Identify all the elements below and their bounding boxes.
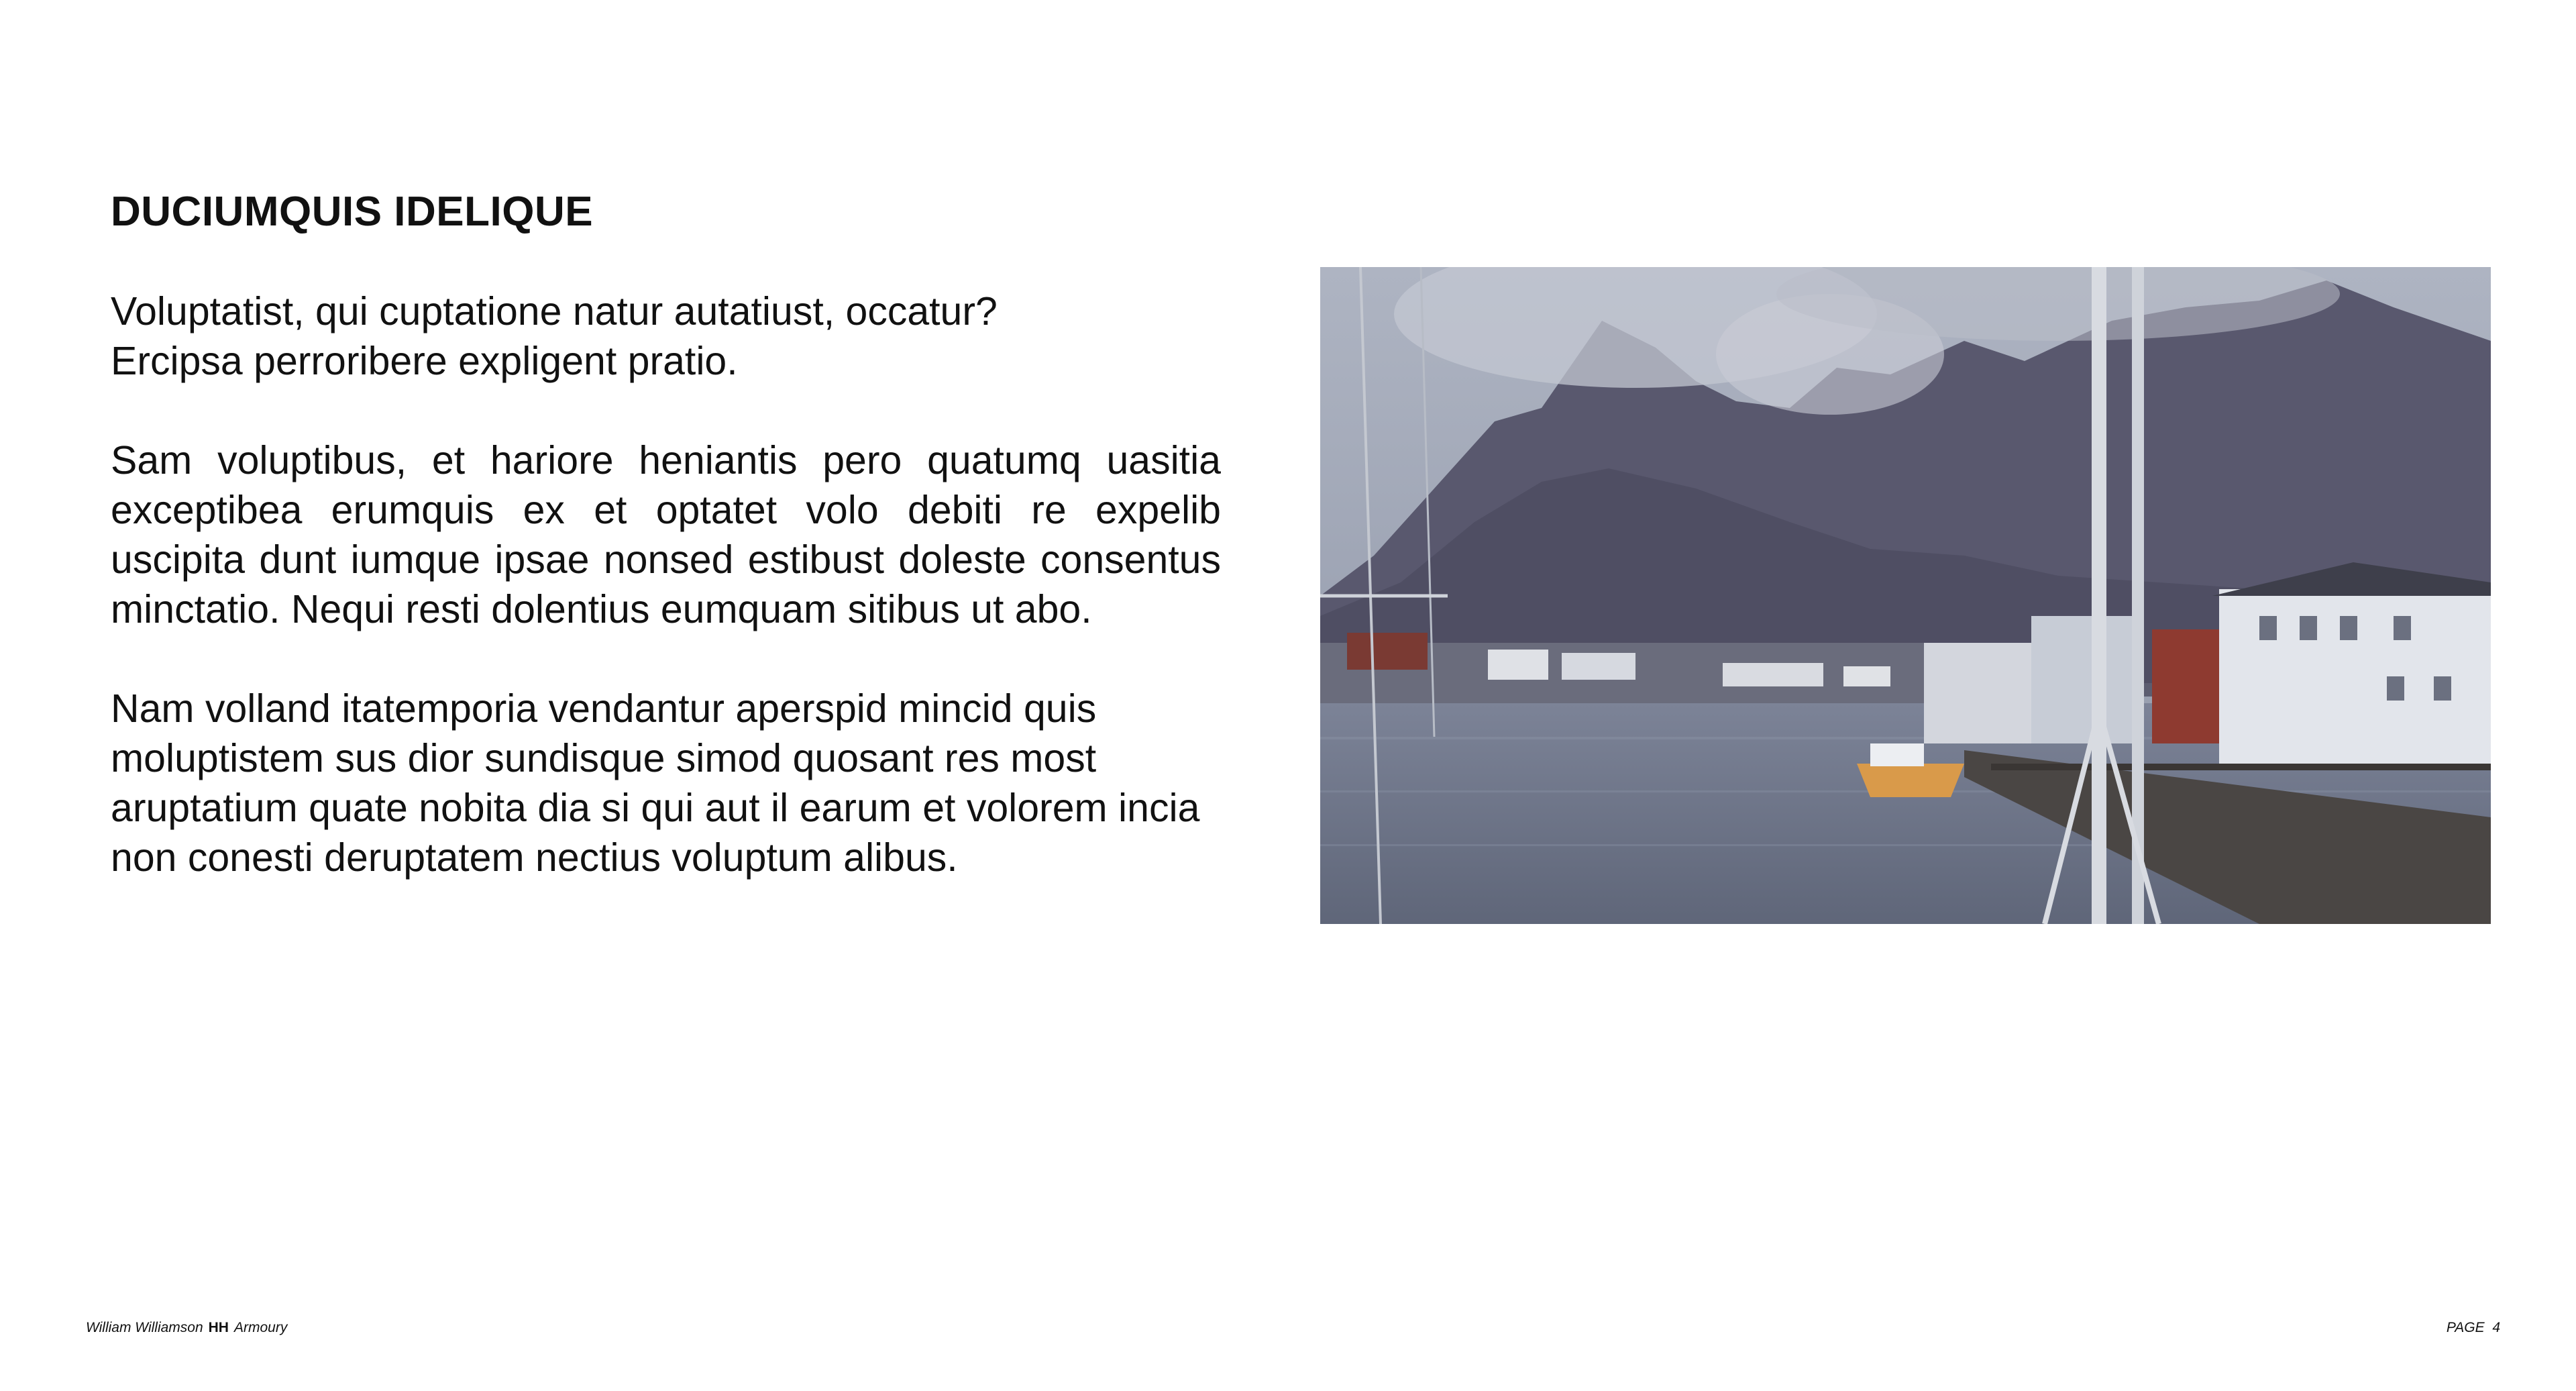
footer-initials: HH [208, 1320, 229, 1335]
footer-author: William Williamson [86, 1320, 203, 1335]
intro-paragraph [111, 287, 1221, 386]
intro-line-2: Ercipsa perroribere expligent pratio. [111, 339, 738, 383]
body-paragraph-2: Sam voluptibus, et hariore heniantis pero quatumq uasitia exceptibea erumquis ex et optatet volo debiti re expelib uscipita dunt iumque ipsae nonsed estibust doleste consentus minctatio. Nequi resti dolentius eumquam sitibus ut abo. [111, 438, 1221, 631]
page-number [2447, 1320, 2500, 1336]
body-text [111, 287, 1221, 932]
page-heading: DUCIUMQUIS IDELIQUE [111, 189, 594, 235]
body-paragraph-3: Nam volland itatemporia vendantur aperspid mincid quis moluptistem sus dior sundisque simod quosant res most aruptatium quate nobita dia si qui aut il earum et volorem incia non conesti deruptatem nectius voluptum alibus. [111, 686, 1200, 880]
footer-credit [86, 1320, 287, 1336]
harbor-photo-illustration [1320, 267, 2491, 924]
harbor-photo [1320, 267, 2491, 924]
page-label: PAGE [2446, 1320, 2485, 1335]
page-number-value: 4 [2492, 1320, 2500, 1335]
intro-line-1: Voluptatist, qui cuptatione natur autatiust, occatur? [111, 289, 998, 333]
footer-company: Armoury [233, 1320, 288, 1335]
